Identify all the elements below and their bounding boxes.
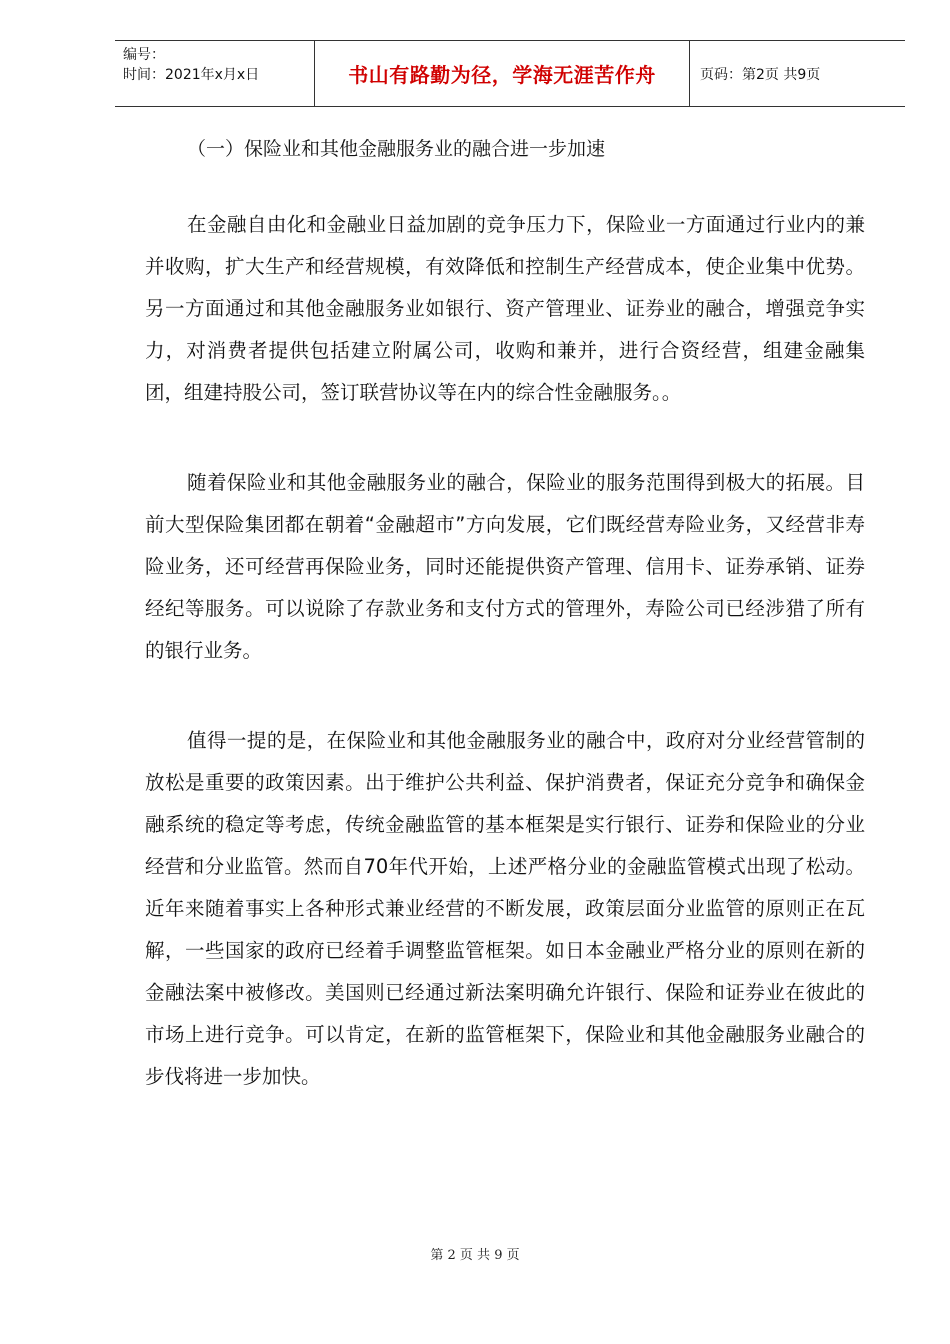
section-title: （一）保险业和其他金融服务业的融合进一步加速	[187, 138, 606, 160]
paragraph: 值得一提的是，在保险业和其他金融服务业的融合中，政府对分业经营管制的放松是重要的政策因素。出于维护公共利益、保护消费者，保证充分竞争和确保金融系统的稳定等考虑，传统金融监管的基本框架是实行银行、证券和保险业的分业经营和分业监管。然而自70年代开始，上述严格分业的金融监管模式出现了松动。近年来随着事实上各种形式兼业经营的不断发展，政策层面分业监管的原则正在瓦解，一些国家的政府已经着手调整监管框架。如日本金融业严格分业的原则在新的金融法案中被修改。美国则已经通过新法案明确允许银行、保险和证券业在彼此的市场上进行竞争。可以肯定，在新的监管框架下，保险业和其他金融服务业融合的步伐将进一步加快。	[145, 729, 865, 1088]
page-header	[115, 40, 905, 107]
header-motto-cell	[315, 41, 690, 106]
motto-text: 书山有路勤为径，学海无涯苦作舟	[348, 63, 656, 87]
serial-label: 编号：	[123, 47, 165, 63]
document-body	[145, 128, 865, 1146]
page-info: 页码：第2页 共9页	[700, 66, 821, 83]
time-label: 时间：2021年x月x日	[123, 67, 260, 83]
header-meta-cell	[115, 41, 315, 106]
header-page-cell	[690, 41, 905, 106]
paragraph: 随着保险业和其他金融服务业的融合，保险业的服务范围得到极大的拓展。目前大型保险集团都在朝着“金融超市”方向发展，它们既经营寿险业务，又经营非寿险业务，还可经营再保险业务，同时还能提供资产管理、信用卡、证券承销、证券经纪等服务。可以说除了存款业务和支付方式的管理外，寿险公司已经涉猎了所有的银行业务。	[145, 471, 865, 662]
paragraph: 在金融自由化和金融业日益加剧的竞争压力下，保险业一方面通过行业内的兼并收购，扩大生产和经营规模，有效降低和控制生产经营成本，使企业集中优势。另一方面通过和其他金融服务业如银行、资产管理业、证券业的融合，增强竞争实力，对消费者提供包括建立附属公司，收购和兼并，进行合资经营，组建金融集团，组建持股公司，签订联营协议等在内的综合性金融服务。。	[145, 213, 865, 404]
page-footer: 第 2 页 共 9 页	[430, 1248, 520, 1263]
